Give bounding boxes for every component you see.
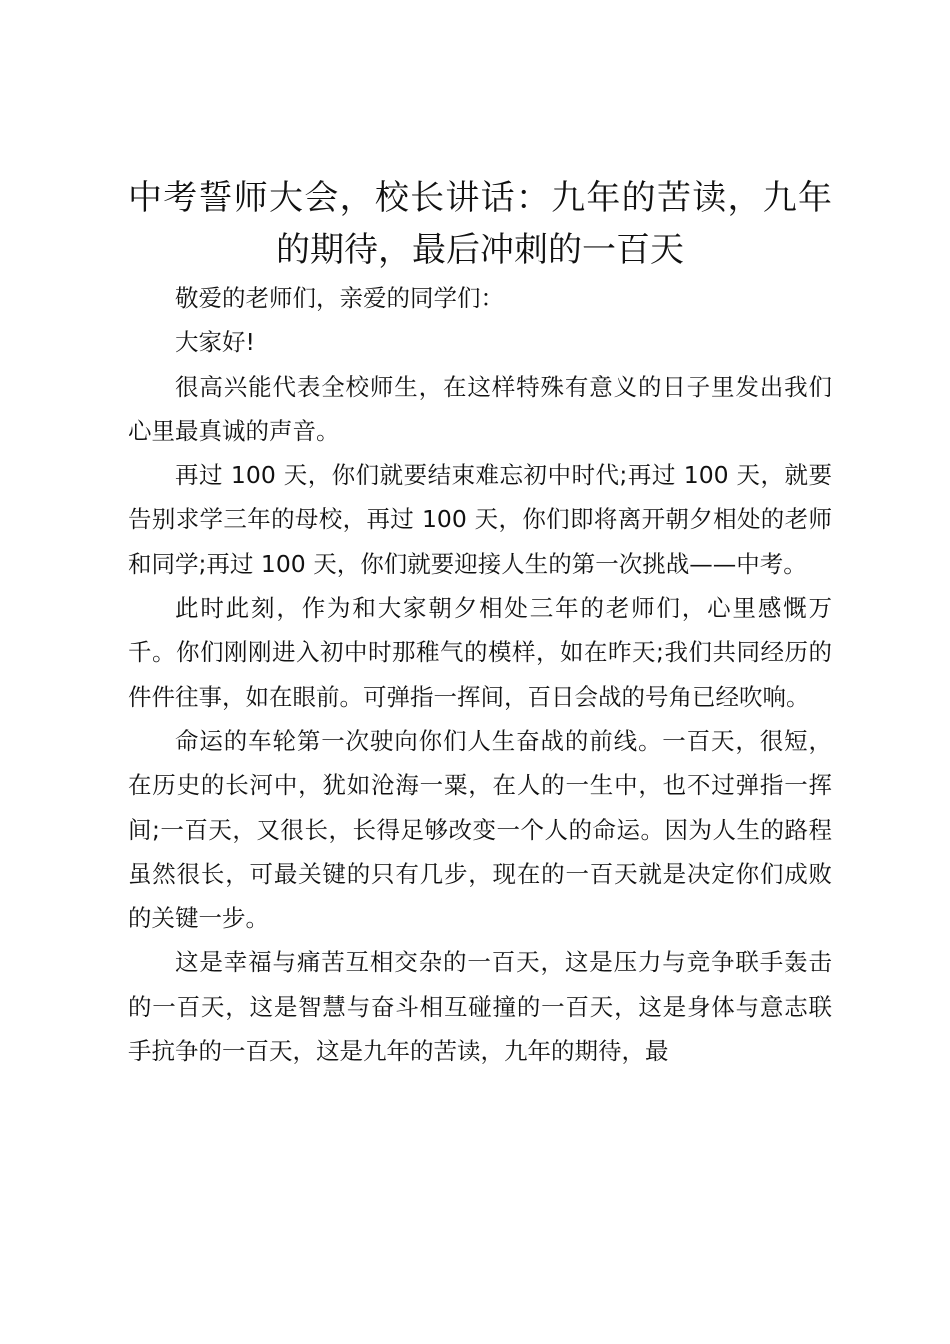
paragraph-hello: 大家好! [175, 328, 255, 357]
paragraph-reflection: 此时此刻，作为和大家朝夕相处三年的老师们，心里感慨万千。你们刚刚进入初中时那稚气的模样，如在昨天;我们共同经历的件件往事，如在眼前。可弹指一挥间，百日会战的号角已经吹响。 [128, 594, 832, 711]
document-page [128, 172, 832, 1073]
paragraph-intro: 很高兴能代表全校师生，在这样特殊有意义的日子里发出我们心里最真诚的声音。 [128, 372, 832, 445]
paragraph-destiny: 命运的车轮第一次驶向你们人生奋战的前线。一百天，很短，在历史的长河中，犹如沧海一粟，在人的一生中，也不过弹指一挥间;一百天，又很长，长得足够改变一个人的命运。因为人生的路程虽然很长，可最关键的只有几步，现在的一百天就是决定你们成败的关键一步。 [128, 726, 832, 933]
paragraph-greeting: 敬爱的老师们，亲爱的同学们： [175, 284, 504, 312]
paragraph-hundred-days: 这是幸福与痛苦互相交杂的一百天，这是压力与竞争联手轰击的一百天，这是智慧与奋斗相互碰撞的一百天，这是身体与意志联手抗争的一百天，这是九年的苦读，九年的期待，最 [128, 948, 832, 1066]
document-title: 中考誓师大会，校长讲话：九年的苦读，九年的期待，最后冲刺的一百天 [128, 178, 832, 270]
paragraph-countdown: 再过 100 天，你们就要结束难忘初中时代;再过 100 天，就要告别求学三年的母校，再过 100 天，你们即将离开朝夕相处的老师和同学;再过 100 天，你们就要迎接人生的第一次挑战——中考。 [128, 461, 832, 578]
